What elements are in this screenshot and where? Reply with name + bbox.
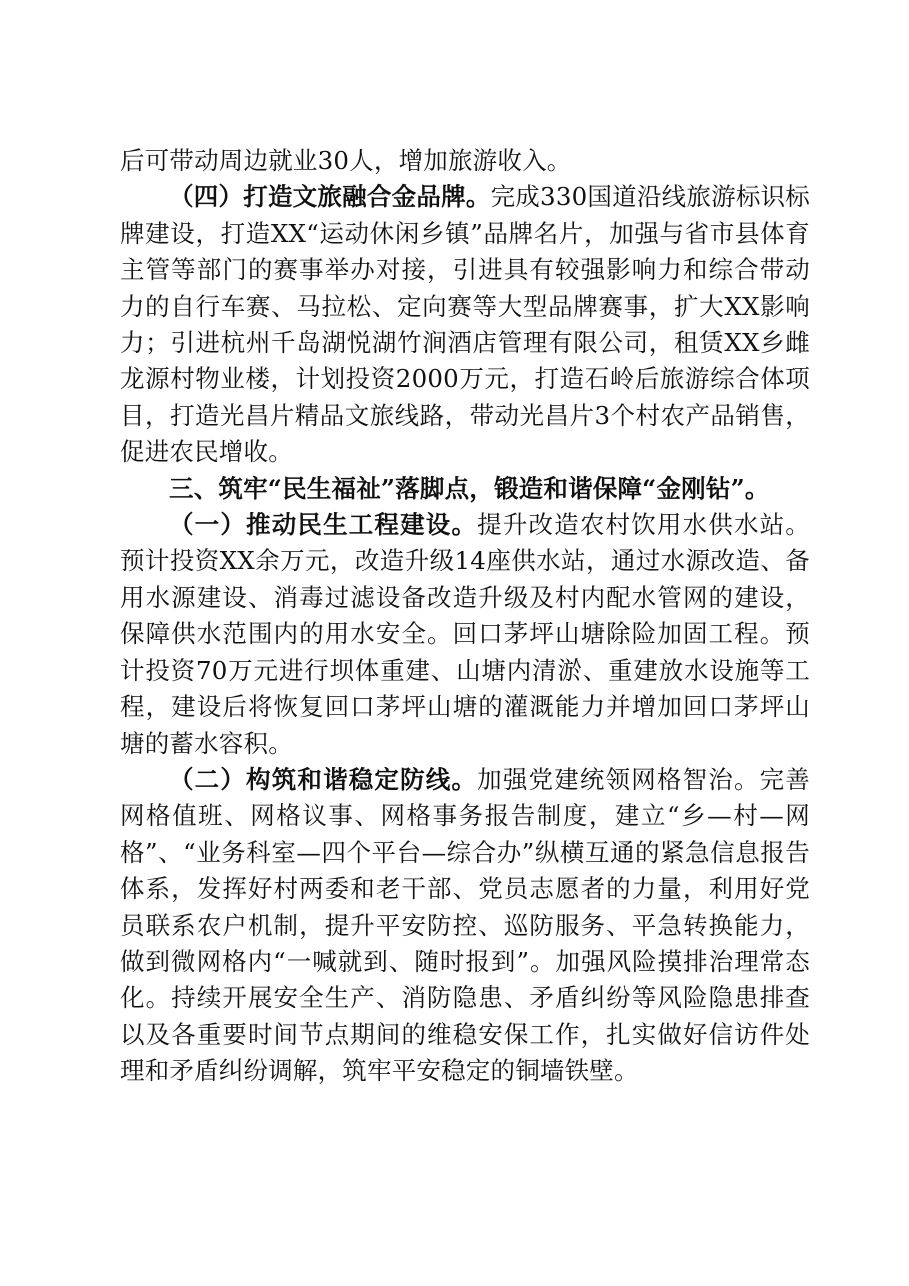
document-body — [120, 143, 810, 1090]
paragraph-continuation — [120, 143, 810, 179]
paragraph-text: 完成330国道沿线旅游标识标牌建设，打造XX“运动休闲乡镇”品牌名片，加强与省市县体育主管等部门的赛事举办对接，引进具有较强影响力和综合带动力的自行车赛、马拉松、定向赛等大型品牌赛事，扩大XX影响力；引进杭州千岛湖悦湖竹涧酒店管理有限公司，租赁XX乡雌龙源村物业楼，计划投资2000万元，打造石岭后旅游综合体项目，打造光昌片精品文旅线路，带动光昌片3个村农产品销售，促进农民增收。 — [120, 182, 811, 467]
paragraph-culture-tourism-brand — [120, 179, 810, 470]
paragraph-text: 加强党建统领网格智治。完善网格值班、网格议事、网格事务报告制度，建立“乡—村—网格”、“业务科室—四个平台—综合办”纵横互通的紧急信息报告体系，发挥好村两委和老干部、党员志愿者的力量，利用好党员联系农户机制，提升平安防控、巡防服务、平急转换能力，做到微网格内“一喊就到、随时报到”。加强风险摸排治理常态化。持续开展安全生产、消防隐患、矛盾纠纷等风险隐患排查以及各重要时间节点期间的维稳安保工作，扎实做好信访件处理和矛盾纠纷调解，筑牢平安稳定的铜墙铁壁。 — [120, 764, 810, 1086]
paragraph-lead: （四）打造文旅融合金品牌。 — [169, 182, 491, 212]
paragraph-text: 提升改造农村饮用水供水站。预计投资XX余万元，改造升级14座供水站，通过水源改造、备用水源建设、消毒过滤设备改造升级及村内配水管网的建设，保障供水范围内的用水安全。回口茅坪山塘除险加固工程。预计投资70万元进行坝体重建、山塘内清淤、重建放水设施等工程，建设后将恢复回口茅坪山塘的灌溉能力并增加回口茅坪山塘的蓄水容积。 — [120, 510, 810, 758]
section-heading: 三、筑牢“民生福祉”落脚点，锻造和谐保障“金刚钻”。 — [169, 473, 770, 503]
paragraph-stability-defense — [120, 762, 810, 1090]
paragraph-lead: （二）构筑和谐稳定防线。 — [169, 764, 478, 794]
paragraph-text: 后可带动周边就业30人，增加旅游收入。 — [120, 146, 572, 175]
paragraph-livelihood-projects — [120, 507, 810, 762]
paragraph-lead: （一）推动民生工程建设。 — [169, 510, 478, 540]
